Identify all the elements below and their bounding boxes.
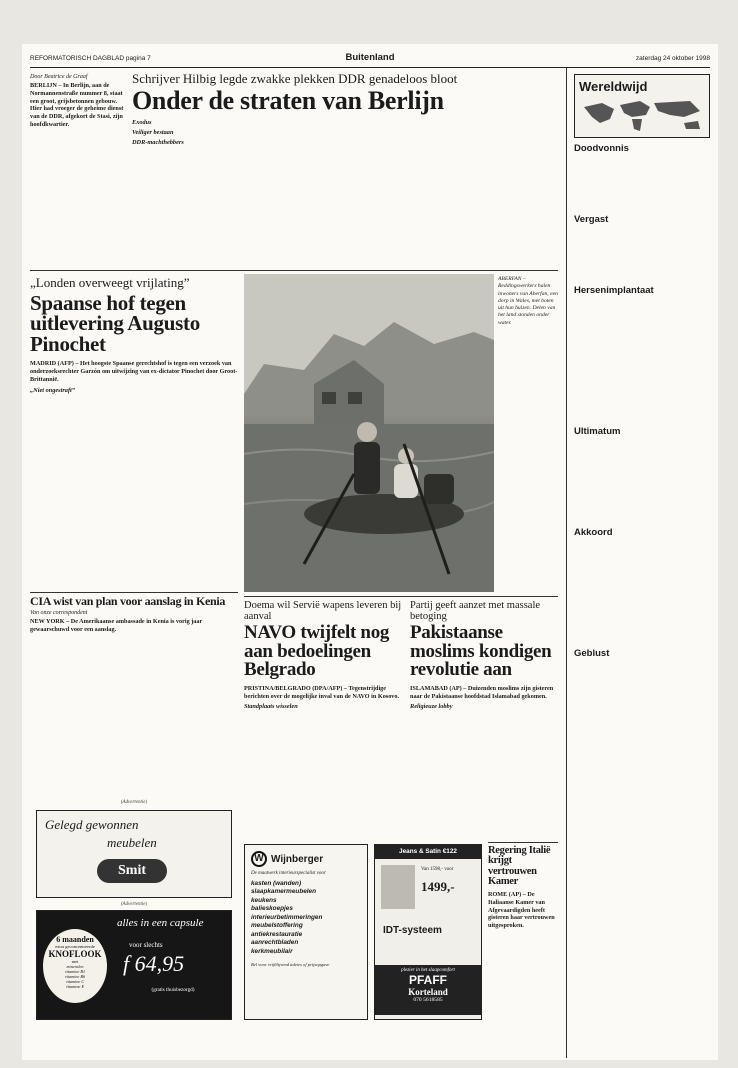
ad-wijnberger-footer: Bel voor vrijblijvend advies of prijsopgave [251,962,330,968]
navo-kicker: Doema wil Servië wapens leveren bij aanval [244,600,402,623]
sidebar-item-title: Ultimatum [574,426,621,437]
divider [244,596,558,597]
running-head-left: REFORMATORISCH DAGBLAD pagina 7 [30,55,151,62]
ad-korteland-top: Jeans & Satin €122 [375,845,481,859]
photo-caption: ABERFAN – Reddingswerkers halen inwoners van Aberfan, een dorp in Wales, met boten uit hun huizen. Delen van het land stonden onder water. [498,276,558,326]
italie-headline: Regering Italië krijgt vertrouwen Kamer [488,845,551,887]
ad-wijnberger-item: antiekrestauratie [251,930,303,938]
ad-wijnberger-list [251,880,361,956]
pakistan-lead: ISLAMABAD (AP) – Duizenden moslims zijn gisteren naar de Pakistaanse hoofdstad Islamabad gekomen. [410,684,554,700]
ad-korteland [374,844,482,1020]
flood-photo-image [244,274,494,592]
ad-smit-script-1: Gelegd gewonnen [45,817,139,832]
page-date: zaterdag 24 oktober 1998 [635,55,710,62]
pinochet-lead: MADRID (AFP) – Het hoogste Spaanse gerechtshof is tegen een verzoek van onderzoeksrechter Garzón om uitwijzing van ex-dictator Pinochet door Groot-Brittannië. [30,360,238,383]
ad-smit [36,810,232,898]
ad-wijnberger-name: Wijnberger [271,853,324,865]
berlin-byline: Door Beatrice de Graaf [30,74,88,80]
sidebar-item-title: Vergast [574,214,609,225]
ad-knoflook-product: KNOFLOOK [48,949,102,959]
sidebar-item-title: Akkoord [574,527,613,538]
ad-knoflook-footer: (gratis thuisbezorgd) [151,987,195,993]
ad-label: (Advertentie) [120,902,148,907]
pinochet-headline: Spaanse hof tegen uitlevering Augusto Pinochet [30,290,200,356]
ad-knoflook-sub: extra geconcentreerde [55,944,95,949]
kenia-headline: CIA wist van plan voor aanslag in Kenia [30,594,226,608]
berlin-subhead-veiliger: Veiliger bestaan [132,129,174,137]
ad-knoflook-bubble [43,929,107,1003]
ad-korteland-name: Korteland [408,987,448,997]
berlin-subhead-machthebbers: DDR-machthebbers [132,139,184,147]
navo-lead: PRISTINA/BELGRADO (DPA/AFP) – Tegenstrijdige berichten over de mogelijke inval van de NAVO in Kosovo. [244,684,400,700]
ad-korteland-brand: PFAFF [409,973,447,987]
ad-knoflook [36,910,232,1020]
berlin-subhead-exodus: Exodus [132,119,152,127]
ad-korteland-tagline: plezier in het slaapcomfort [401,968,455,973]
pakistan-headline: Pakistaanse moslims kondigen revolutie aan [410,622,552,681]
ad-wijnberger [244,844,368,1020]
ad-wijnberger-item: meubelstoffering [251,922,303,930]
berlin-kicker: Schrijver Hilbig legde zwakke plekken DDR genadeloos bloot [132,71,458,86]
ad-korteland-model: IDT-systeem [383,925,442,936]
ad-knoflook-vitamin: vitamine C [65,979,85,984]
berlin-lead: BERLIJN – In Berlijn, aan de Normannenstraße nummer 8, staat een groot, grijsbetonnen gebouw. Hier had vroeger de geheime dienst van de DDR, afgekort de Stasi, zijn hoofdkwartier. [30,82,124,128]
ad-smit-logo: Smit [97,859,167,883]
kenia-byline: Van onze correspondent [30,609,88,616]
ad-wijnberger-item: slaapkamermeubelen [251,888,317,896]
wereldwijd-box [574,74,710,138]
ad-knoflook-price-label: voor slechts [129,941,163,949]
ad-korteland-footer [375,965,481,1015]
ad-label: (Advertentie) [120,800,148,805]
ad-knoflook-price: f 64,95 [123,951,185,976]
ad-wijnberger-tagline: De maatwerk interieurspecialist voor [251,871,326,876]
flood-photo [244,274,494,592]
newspaper-page [22,44,718,1060]
ad-wijnberger-item: interieurbetimmeringen [251,913,323,921]
sidebar-divider [566,68,567,1058]
navo-subhead: Standplaats wisselen [244,703,298,711]
ad-wijnberger-item: kerkmeubilair [251,947,293,955]
ad-knoflook-vitamin: vitamine E [65,984,85,989]
sidebar-item-title: Doodvonnis [574,143,629,154]
running-head [30,50,710,68]
sidebar-item-title: Hersenimplantaat [574,285,654,296]
world-map-icon [580,97,706,133]
section-title: Buitenland [345,52,395,63]
berlin-article [132,72,557,146]
kenia-article [30,596,238,633]
ad-wijnberger-item: aanrechtbladen [251,939,299,947]
divider [30,592,238,593]
ad-korteland-phone: 070 5618585 [413,997,443,1003]
pakistan-kicker: Partij geeft aanzet met massale betoging [410,600,541,623]
ad-korteland-price-label: Van 1598,- voor [421,867,454,872]
berlin-intro-column [30,74,126,129]
sewing-machine-image [381,865,415,909]
berlin-headline: Onder de straten van Berlijn [132,85,444,115]
kenia-lead: NEW YORK – De Amerikaanse ambassade in Kenia is vorig jaar gewaarschuwd voor een aanslag. [30,617,203,633]
wijnberger-logo-icon: W [251,851,267,867]
ad-wijnberger-item: kasten (wanden) [251,880,302,887]
pinochet-kicker: „Londen overweegt vrijlating” [30,275,190,290]
italie-article [488,846,558,930]
italie-lead: ROME (AP) – De Italiaanse Kamer van Afgevaardigden heeft gisteren haar vertrouwen uitgesproken. [488,891,555,930]
ad-knoflook-capsule: alles in een capsule [117,917,204,929]
ad-knoflook-months: 6 maanden [56,935,94,944]
divider [30,270,558,271]
ad-wijnberger-item: balieskoepjes [251,905,293,913]
ad-knoflook-vitamin: vitamine B1 [64,969,86,974]
ad-knoflook-vitamin: vitamine B6 [64,974,86,979]
ad-knoflook-vitamin: mineralen [66,964,84,969]
sidebar-wereldwijd [574,74,710,659]
pinochet-article [30,276,238,394]
ad-korteland-price: 1499,- [421,879,455,894]
navo-headline: NAVO twijfelt nog aan bedoelingen Belgrado [244,622,390,681]
ad-knoflook-with: met [71,959,79,964]
ad-smit-script-2: meubelen [107,835,157,850]
pakistan-subhead: Religieuze lobby [410,703,453,711]
sidebar-item-title: Geblust [574,648,610,659]
ad-wijnberger-item: keukens [251,896,277,904]
pinochet-subhead: „Niet ongestraft” [30,386,75,394]
wereldwijd-logo: Wereldwijd [579,79,648,94]
pakistan-article [410,600,558,710]
navo-article [244,600,404,710]
divider [488,842,558,843]
